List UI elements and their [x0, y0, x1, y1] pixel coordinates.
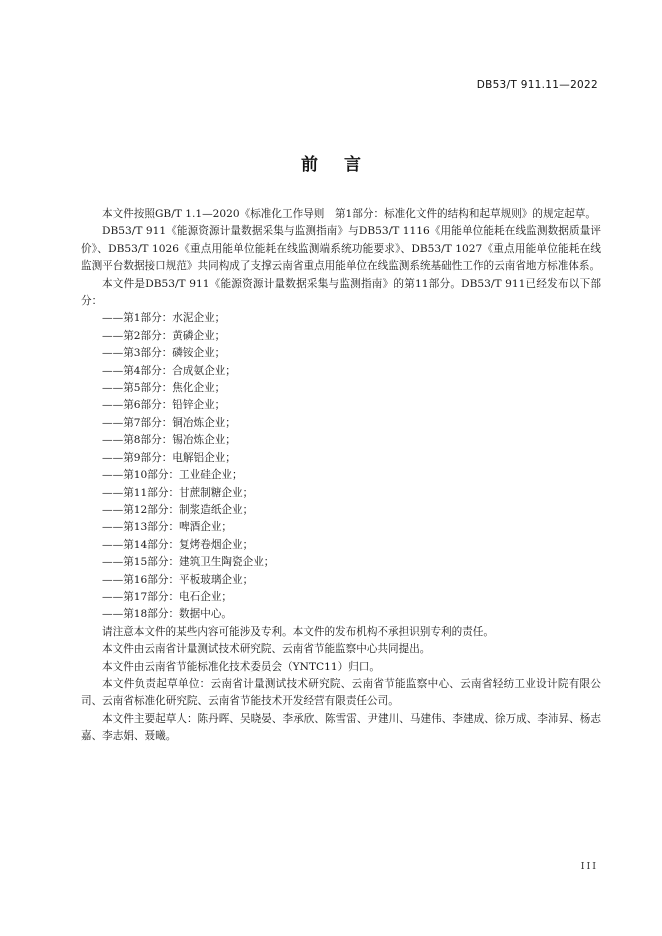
- page-number: III: [580, 861, 598, 872]
- list-item: ——第4部分：合成氨企业；: [102, 364, 236, 377]
- list-item: ——第15部分：建筑卫生陶瓷企业；: [102, 556, 275, 569]
- list-item: ——第2部分：黄磷企业；: [102, 329, 226, 342]
- paragraph-proposed-by: 本文件由云南省计量测试技术研究院、云南省节能监察中心共同提出。: [102, 643, 431, 656]
- list-item: ——第18部分：数据中心。: [102, 608, 233, 621]
- standard-code-header: DB53/T 911.11—2022: [476, 79, 598, 91]
- list-item: ——第5部分：焦化企业；: [102, 382, 226, 395]
- list-item: ——第7部分：铜冶炼企业；: [102, 416, 236, 429]
- list-item: ——第11部分：甘蔗制糖企业；: [102, 486, 254, 499]
- list-item: ——第16部分：平板玻璃企业；: [102, 573, 254, 586]
- list-item: ——第12部分：制浆造纸企业；: [102, 503, 254, 516]
- list-item: ——第17部分：电石企业；: [102, 590, 233, 603]
- paragraph-drafting-organizations: 本文件负责起草单位：云南省计量测试技术研究院、云南省节能监察中心、云南省轻纺工业设计院有限公司、云南省标准化研究院、云南省节能技术开发经营有限责任公司。: [81, 677, 601, 708]
- list-item: ——第9部分：电解铝企业；: [102, 451, 236, 464]
- list-item: ——第10部分：工业硅企业；: [102, 469, 243, 482]
- list-item: ——第6部分：铅锌企业；: [102, 399, 226, 412]
- parts-list: [81, 310, 601, 623]
- paragraph-standard-system: DB53/T 911《能源资源计量数据采集与监测指南》与DB53/T 1116《用能单位能耗在线监测数据质量评价》、DB53/T 1026《重点用能单位能耗在线监测端系统功能要求》、DB53/T 1027《重点用能单位能耗在线监测平台数据接口规范》共同构成了支撑云南省重点用能单位在线监测系统基础性工作的云南省地方标准体系。: [81, 225, 601, 273]
- paragraph-technical-committee: 本文件由云南省节能标准化技术委员会（YNTC11）归口。: [102, 660, 380, 673]
- list-item: ——第3部分：磷铵企业；: [102, 347, 226, 360]
- list-item: ——第14部分：复烤卷烟企业；: [102, 538, 254, 551]
- page-title: 前言: [301, 155, 387, 175]
- list-item: ——第8部分：锡冶炼企业；: [102, 434, 236, 447]
- paragraph-patent-notice: 请注意本文件的某些内容可能涉及专利。本文件的发布机构不承担识别专利的责任。: [102, 625, 494, 638]
- foreword-body: [81, 206, 601, 746]
- list-item: ——第1部分：水泥企业；: [102, 312, 226, 325]
- list-item: ——第13部分：啤酒企业；: [102, 521, 233, 534]
- paragraph-part-intro: 本文件是DB53/T 911《能源资源计量数据采集与监测指南》的第11部分。DB53/T 911已经发布以下部分：: [81, 277, 601, 308]
- paragraph-drafters: 本文件主要起草人：陈丹晖、吴晓晏、李承欣、陈雪雷、尹建川、马建伟、李建成、徐万成、李沛昇、杨志嘉、李志娟、聂曦。: [81, 712, 601, 743]
- paragraph-drafting-rules: 本文件按照GB/T 1.1—2020《标准化工作导则 第1部分：标准化文件的结构和起草规则》的规定起草。: [102, 208, 596, 220]
